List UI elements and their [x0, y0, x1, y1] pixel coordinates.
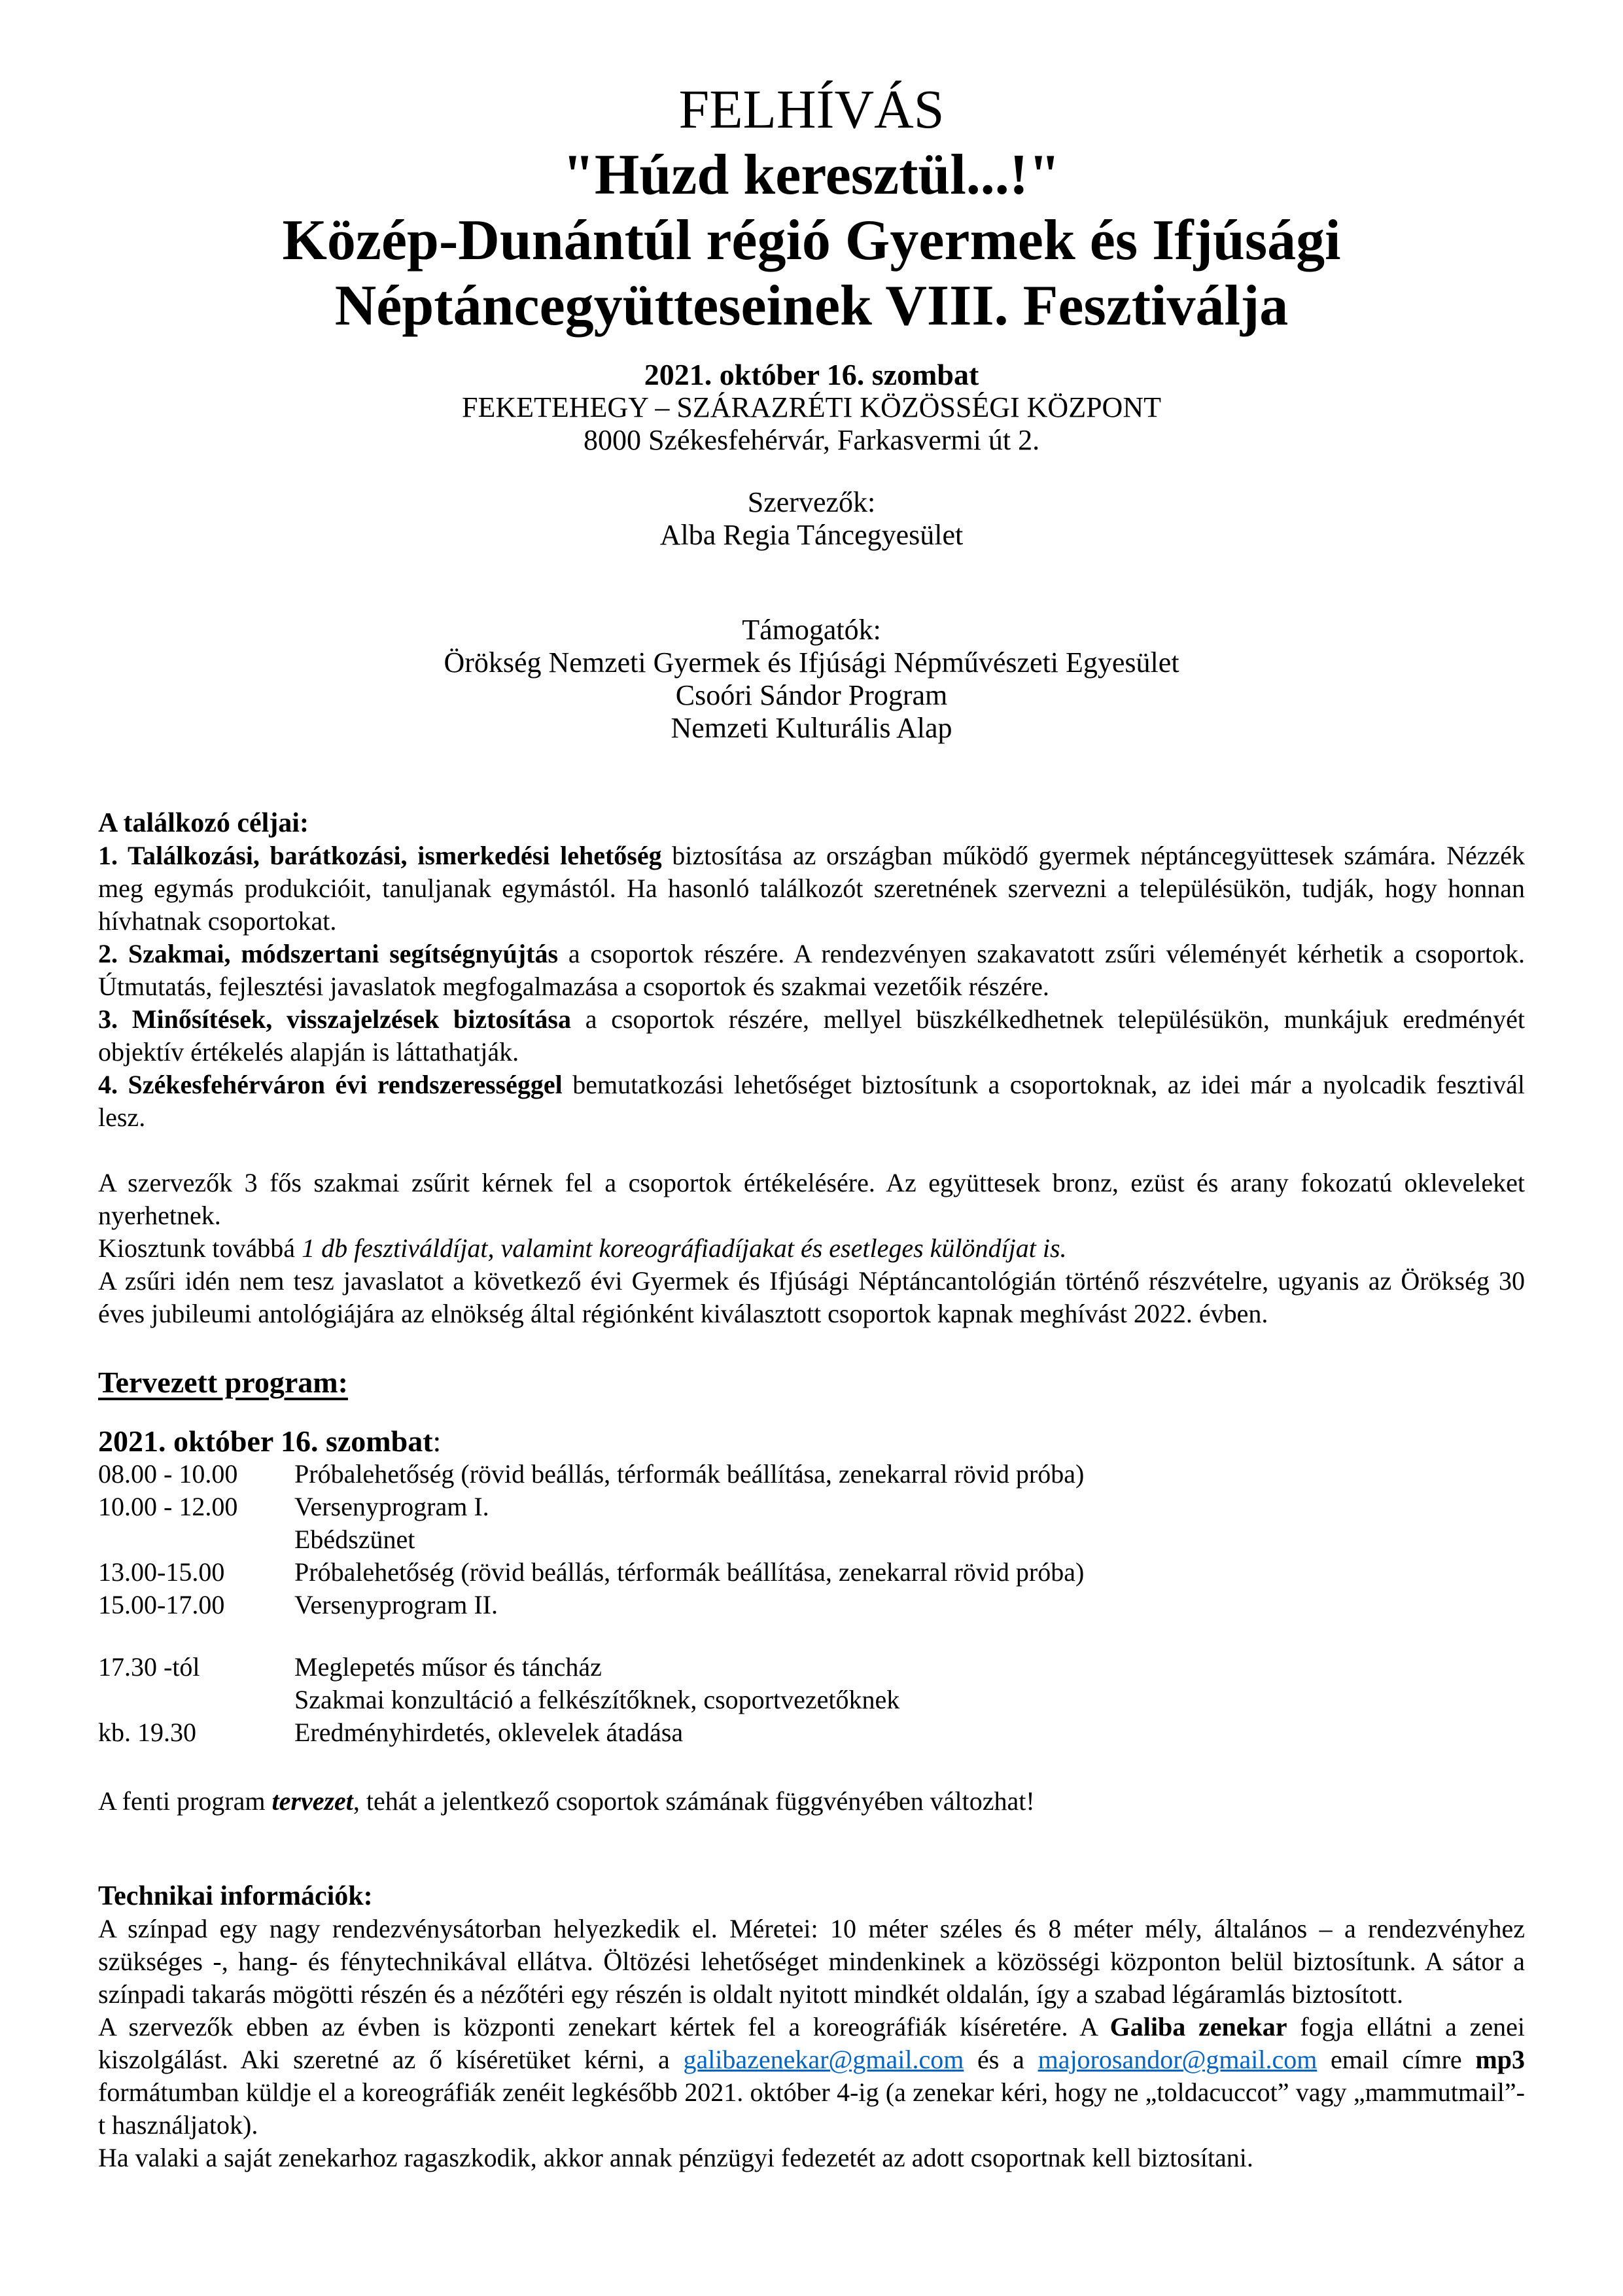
- program-heading-text: Tervezett program:: [98, 1366, 348, 1399]
- page-title-line-1: FELHÍVÁS: [678, 79, 945, 140]
- goal-item-3-text: a csoportok részére, mellyel büszkélkedhetnek településükön, munkájuk eredményét objektív értékelés alapján is láttathatják.: [98, 1004, 1525, 1067]
- technical-paragraph-3: Ha valaki a saját zenekarhoz ragaszkodik, akkor annak pénzügyi fedezetét az adott csoportnak kell biztosítani.: [98, 2143, 1253, 2172]
- supporters-block: [98, 614, 1525, 745]
- program-section: [98, 1366, 1525, 1818]
- technical-p2-text: A szervezők ebben az évben is központi zenekart kértek fel a koreográfiák kíséretére. A: [98, 2012, 1110, 2041]
- supporter-item: Csoóri Sándor Program: [675, 679, 948, 711]
- jury-paragraph-3: A zsűri idén nem tesz javaslatot a következő évi Gyermek és Ifjúsági Néptáncantológián történő részvételre, ugyanis az Örökség 30 éves jubileumi antológiájára az elnökség által régiónként kiválasztott csoportok kapnak meghívást 2022. évben.: [98, 1266, 1525, 1328]
- program-rows: [98, 1458, 1525, 1749]
- technical-heading: Technikai információk:: [98, 1881, 373, 1911]
- technical-p2-text: fogja ellátni a zenei kiszolgálást. Aki szeretné az ő kíséretüket kérni, a: [98, 2012, 1526, 2074]
- email-link-majorosandor[interactable]: majorosandor@gmail.com: [1038, 2045, 1318, 2074]
- goal-item-2: [98, 938, 1525, 1003]
- goal-item-1-text: biztosítása az országban működő gyermek néptáncegyüttesek számára. Nézzék meg egymás produkcióit, tanuljanak egymástól. Ha hasonló találkozót szeretnének szervezni a településükön, tudják, hogy honnan hívhatnak csoportokat.: [98, 841, 1525, 936]
- supporter-item: Nemzeti Kulturális Alap: [671, 712, 952, 744]
- program-row-time: kb. 19.30: [98, 1718, 196, 1747]
- title-block: [98, 77, 1525, 339]
- goal-item-3: [98, 1003, 1525, 1069]
- program-date-bold: 2021. október 16. szombat: [98, 1424, 433, 1458]
- event-date: 2021. október 16. szombat: [644, 358, 979, 391]
- technical-paragraph-1: A színpad egy nagy rendezvénysátorban helyezkedik el. Méretei: 10 méter széles és 8 méter mély, általános – a rendezvényhez szükséges -, hang- és fénytechnikával ellátva. Öltözési lehetőséget mindenkinek a közösségi központon belül biztosítunk. A sátor a színpadi takarás mögötti részén és a nézőtéri egy részén is oldalt nyitott mindkét oldalán, így a szabad légáramlás biztosított.: [98, 1914, 1525, 2009]
- organizers-block: [98, 486, 1525, 552]
- program-row-time: 17.30 -tól: [98, 1652, 200, 1682]
- program-row: [98, 1716, 1525, 1749]
- program-row-time: 10.00 - 12.00: [98, 1492, 238, 1521]
- program-row-time: 13.00-15.00: [98, 1557, 225, 1587]
- page-title-line-2: "Húzd keresztül...!": [563, 143, 1060, 207]
- goals-section: [98, 807, 1525, 1134]
- goal-item-4-text: bemutatkozási lehetőséget biztosítunk a csoportoknak, az idei már a nyolcadik fesztivál lesz.: [98, 1070, 1525, 1132]
- program-note-emphasis: tervezet: [271, 1786, 353, 1816]
- jury-paragraph-1: A szervezők 3 fős szakmai zsűrit kérnek fel a csoportok értékelésére. Az együttesek bronz, ezüst és arany fokozatú okleveleket nyerhetnek.: [98, 1168, 1525, 1230]
- program-row-activity: Ebédszünet: [294, 1525, 415, 1554]
- jury-paragraph-2: [98, 1232, 1525, 1265]
- program-heading: [98, 1366, 1525, 1399]
- goal-item-1-lead: 1. Találkozási, barátkozási, ismerkedési lehetőség: [98, 841, 662, 870]
- program-row-time: 08.00 - 10.00: [98, 1459, 238, 1489]
- program-row: [98, 1651, 1525, 1684]
- goal-item-3-lead: 3. Minősítések, visszajelzések biztosítása: [98, 1004, 571, 1034]
- program-row-activity: Próbalehetőség (rövid beállás, térformák beállítása, zenekarral rövid próba): [294, 1557, 1085, 1587]
- page-title-line-3: Közép-Dunántúl régió Gyermek és Ifjúsági: [282, 209, 1341, 272]
- program-row: [98, 1458, 1525, 1491]
- program-date-heading: [98, 1425, 1525, 1458]
- organizers-heading: Szervezők:: [747, 486, 876, 518]
- jury-paragraph-2-prefix: Kiosztunk továbbá: [98, 1233, 302, 1263]
- program-row-time: 15.00-17.00: [98, 1590, 225, 1619]
- supporter-item: Örökség Nemzeti Gyermek és Ifjúsági Népművészeti Egyesület: [444, 646, 1179, 679]
- jury-paragraph-2-italic: 1 db fesztiváldíjat, valamint koreográfiadíjakat és esetleges különdíjat is.: [302, 1233, 1067, 1263]
- technical-section: [98, 1880, 1525, 2174]
- goal-item-4-lead: 4. Székesfehérváron évi rendszerességgel: [98, 1070, 563, 1099]
- supporters-heading: Támogatók:: [742, 614, 881, 646]
- program-row: [98, 1491, 1525, 1523]
- goal-item-2-lead: 2. Szakmai, módszertani segítségnyújtás: [98, 939, 559, 968]
- program-row-activity: Eredményhirdetés, oklevelek átadása: [294, 1718, 684, 1747]
- band-name: Galiba zenekar: [1109, 2012, 1287, 2041]
- program-row: [98, 1684, 1525, 1716]
- program-row-activity: Meglepetés műsor és táncház: [294, 1652, 602, 1682]
- program-row-time: [98, 1523, 294, 1556]
- event-venue: FEKETEHEGY – SZÁRAZRÉTI KÖZÖSSÉGI KÖZPONT: [462, 391, 1161, 423]
- program-row-activity: Versenyprogram I.: [294, 1492, 489, 1521]
- program-row: [98, 1589, 1525, 1621]
- page-title-line-4: Néptáncegyütteseinek VIII. Fesztiválja: [334, 274, 1289, 338]
- technical-paragraph-2: [98, 2011, 1525, 2142]
- goal-item-1: [98, 839, 1525, 938]
- jury-section: [98, 1167, 1525, 1330]
- program-date-suffix: :: [432, 1424, 442, 1458]
- technical-p2-text: email címre: [1317, 2045, 1476, 2074]
- program-row-activity: Próbalehetőség (rövid beállás, térformák beállítása, zenekarral rövid próba): [294, 1459, 1085, 1489]
- program-note: [98, 1785, 1525, 1818]
- technical-p2-text: és a: [964, 2045, 1038, 2074]
- program-row-activity: Szakmai konzultáció a felkészítőknek, csoportvezetőknek: [294, 1685, 900, 1714]
- program-row: [98, 1556, 1525, 1589]
- event-address: 8000 Székesfehérvár, Farkasvermi út 2.: [583, 424, 1040, 456]
- program-note-prefix: A fenti program: [98, 1786, 272, 1816]
- event-block: [98, 359, 1525, 457]
- email-link-galibazenekar[interactable]: galibazenekar@gmail.com: [683, 2045, 964, 2074]
- technical-p2-text: formátumban küldje el a koreográfiák zenéit legkésőbb 2021. október 4-ig (a zenekar kéri, hogy ne „toldacuccot” vagy „mammutmail”-t használjatok).: [98, 2077, 1525, 2140]
- mp3-format-label: mp3: [1475, 2045, 1525, 2074]
- organizer-name: Alba Regia Táncegyesület: [659, 519, 964, 551]
- program-row-time: [98, 1684, 294, 1716]
- program-note-suffix: , tehát a jelentkező csoportok számának függvényében változhat!: [353, 1786, 1035, 1816]
- goal-item-2-text: a csoportok részére. A rendezvényen szakavatott zsűri véleményét kérhetik a csoportok. Útmutatás, fejlesztési javaslatok megfogalmazása a csoportok és szakmai vezetőik részére.: [98, 939, 1525, 1001]
- program-row: [98, 1523, 1525, 1556]
- goal-item-4: [98, 1069, 1525, 1134]
- program-row-activity: Versenyprogram II.: [294, 1590, 498, 1619]
- goals-heading: A találkozó céljai:: [98, 808, 309, 838]
